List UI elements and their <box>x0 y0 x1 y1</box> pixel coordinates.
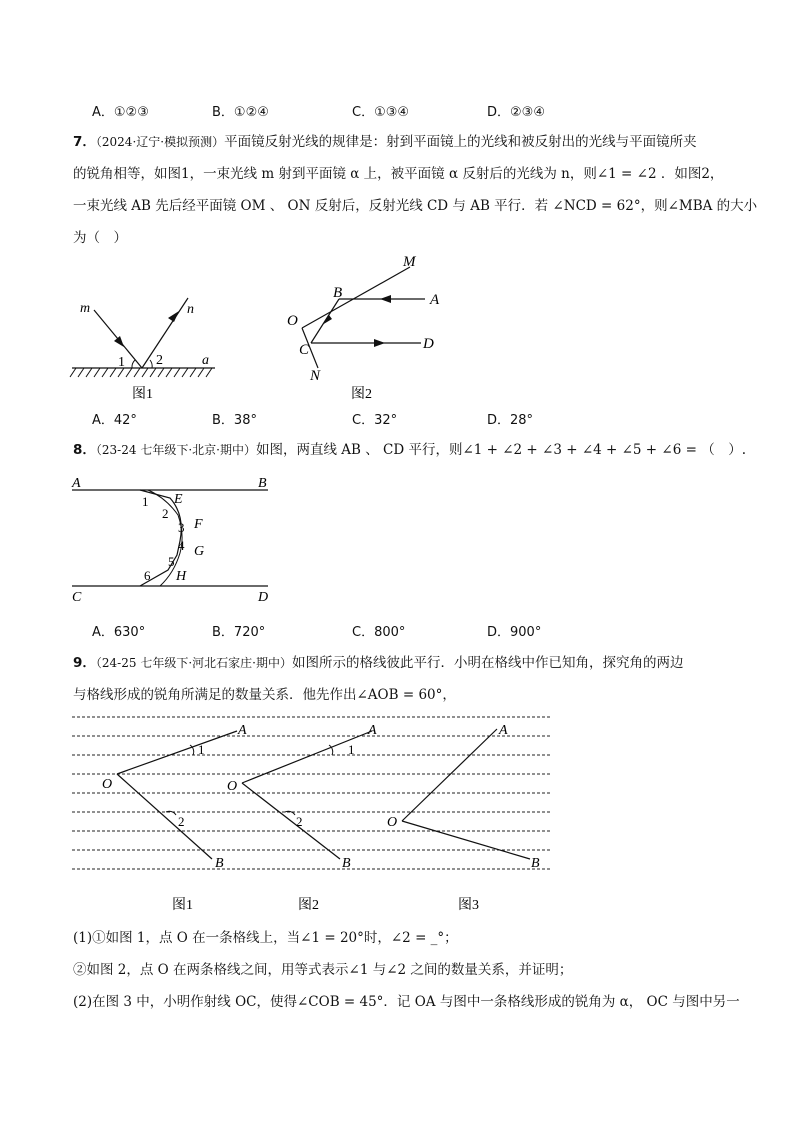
label-n1-1: 1 <box>198 742 205 757</box>
ray-AB-arrow <box>380 295 391 303</box>
q8-text: 如图，两直线 AB 、 CD 平行，则∠1 + ∠2 + ∠3 + ∠4 + ∠5 + ∠6 = （ ）. <box>255 442 747 458</box>
label-6: 6 <box>144 568 151 583</box>
label-H: H <box>176 569 187 584</box>
label-C: C <box>72 590 82 605</box>
label-m: m <box>80 301 91 316</box>
label-B: B <box>333 285 343 301</box>
q9-line2: 与格线形成的锐角所满足的数量关系．他先作出∠AOB = 60°， <box>73 687 456 703</box>
mirror-OM <box>302 267 410 328</box>
q8-figure <box>70 475 280 605</box>
label-A-3: A <box>499 723 508 738</box>
ray-OB-2 <box>242 783 340 859</box>
label-2: 2 <box>162 506 169 521</box>
angle1-arc <box>132 360 135 368</box>
grid-fig1-caption: 图1 <box>172 898 193 913</box>
grid-fig3 <box>387 723 540 871</box>
label-G: G <box>194 544 205 559</box>
label-D: D <box>423 336 434 352</box>
label-O-2: O <box>227 779 238 794</box>
ray-OA-3 <box>402 729 497 821</box>
q7-source: （2024·辽宁·模拟预测） <box>95 135 225 149</box>
ray-OB-1 <box>117 774 212 859</box>
q7-text-line1: 平面镜反射光线的规律是：射到平面镜上的光线和被反射出的光线与平面镜所夹 <box>224 134 697 150</box>
label-A-1: A <box>238 723 247 738</box>
q7-line2: 的锐角相等，如图1，一束光线 m 射到平面镜 α 上，被平面镜 α 反射后的光线为 n，则∠1 = ∠2 ．如图2， <box>73 166 724 182</box>
q7-line4: 为（ ） <box>73 230 127 246</box>
angle2-arc <box>150 360 152 368</box>
label-A: A <box>72 476 81 491</box>
q7-line1 <box>73 133 697 151</box>
q6-option-a: A．①②③ <box>92 105 149 120</box>
q9-part1a: (1)①如图 1，点 O 在一条格线上，当∠1 = 20°时，∠2 = _°； <box>73 930 458 946</box>
label-alpha: a <box>202 353 209 368</box>
label-A: A <box>430 292 440 308</box>
label-B-2: B <box>342 856 351 871</box>
label-N: N <box>310 368 321 384</box>
grid-lines <box>72 717 550 869</box>
label-5: 5 <box>168 554 175 569</box>
grid-fig3-caption: 图3 <box>458 898 479 913</box>
q8-source: （23-24 七年级下·北京·期中） <box>95 443 256 457</box>
label-4: 4 <box>178 538 185 553</box>
mirror-hatching <box>70 368 212 377</box>
fig1-caption: 图1 <box>132 387 153 402</box>
label-E: E <box>174 492 183 507</box>
q9-part1b: ②如图 2，点 O 在两条格线之间，用等式表示∠1 与∠2 之间的数量关系，并证明； <box>73 962 573 978</box>
ray-m-arrow <box>114 336 124 347</box>
q8-option-b: B．720° <box>212 625 266 640</box>
label-n2-1: 2 <box>178 814 185 829</box>
ray-n <box>142 298 188 368</box>
ray-OB-3 <box>402 821 530 859</box>
ray-n-arrow <box>168 311 179 322</box>
label-n: n <box>187 302 194 317</box>
q7-option-a: A．42° <box>92 413 137 428</box>
label-B-3: B <box>531 856 540 871</box>
q9-number: 9． <box>73 655 96 671</box>
q7-option-b: B．38° <box>212 413 257 428</box>
label-B: B <box>258 476 267 491</box>
label-O: O <box>287 313 298 329</box>
q9-line1 <box>73 654 683 672</box>
q8-option-d: D．900° <box>487 625 542 640</box>
q7-figure2 <box>285 250 465 400</box>
ray-CD-arrow <box>374 339 385 347</box>
ray-OA-1 <box>117 731 237 774</box>
q8-option-c: C．800° <box>352 625 406 640</box>
label-C: C <box>299 342 310 358</box>
grid-fig1 <box>102 723 247 871</box>
label-1: 1 <box>142 494 149 509</box>
label-B-1: B <box>215 856 224 871</box>
q8-number: 8． <box>73 442 96 458</box>
q7-line3: 一束光线 AB 先后经平面镜 OM 、 ON 反射后，反射光线 CD 与 AB 平行．若 ∠NCD = 62°，则∠MBA 的大小 <box>73 198 758 214</box>
label-angle1: 1 <box>118 355 125 370</box>
ray-OA-2 <box>242 731 372 783</box>
q6-option-d: D．②③④ <box>487 105 545 120</box>
q8-option-a: A．630° <box>92 625 146 640</box>
label-O-1: O <box>102 777 113 792</box>
label-n1-2: 1 <box>348 742 355 757</box>
q9-source: （24-25 七年级下·河北石家庄·期中） <box>95 656 292 670</box>
q7-option-d: D．28° <box>487 413 534 428</box>
fig2-caption: 图2 <box>351 387 372 402</box>
q7-figure1 <box>70 255 240 405</box>
grid-fig2-caption: 图2 <box>298 898 319 913</box>
label-D: D <box>258 590 269 605</box>
label-n2-2: 2 <box>296 814 303 829</box>
grid-fig2 <box>227 723 377 871</box>
q7-option-c: C．32° <box>352 413 398 428</box>
q9-text-line1: 如图所示的格线彼此平行．小明在格线中作已知角，探究角的两边 <box>291 655 684 671</box>
q9-figure <box>72 714 552 914</box>
label-A-2: A <box>368 723 377 738</box>
label-O-3: O <box>387 815 398 830</box>
q6-option-b: B．①②④ <box>212 105 269 120</box>
q7-number: 7． <box>73 134 96 150</box>
q8-line <box>73 441 746 459</box>
label-F: F <box>194 517 203 532</box>
q9-part2: (2)在图 3 中，小明作射线 OC，使得∠COB = 45°．记 OA 与图中一条格线形成的锐角为 α， OC 与图中另一 <box>73 994 740 1010</box>
q6-option-c: C．①③④ <box>352 105 410 120</box>
label-M: M <box>403 254 416 270</box>
label-3: 3 <box>178 520 185 535</box>
label-angle2: 2 <box>156 353 163 368</box>
